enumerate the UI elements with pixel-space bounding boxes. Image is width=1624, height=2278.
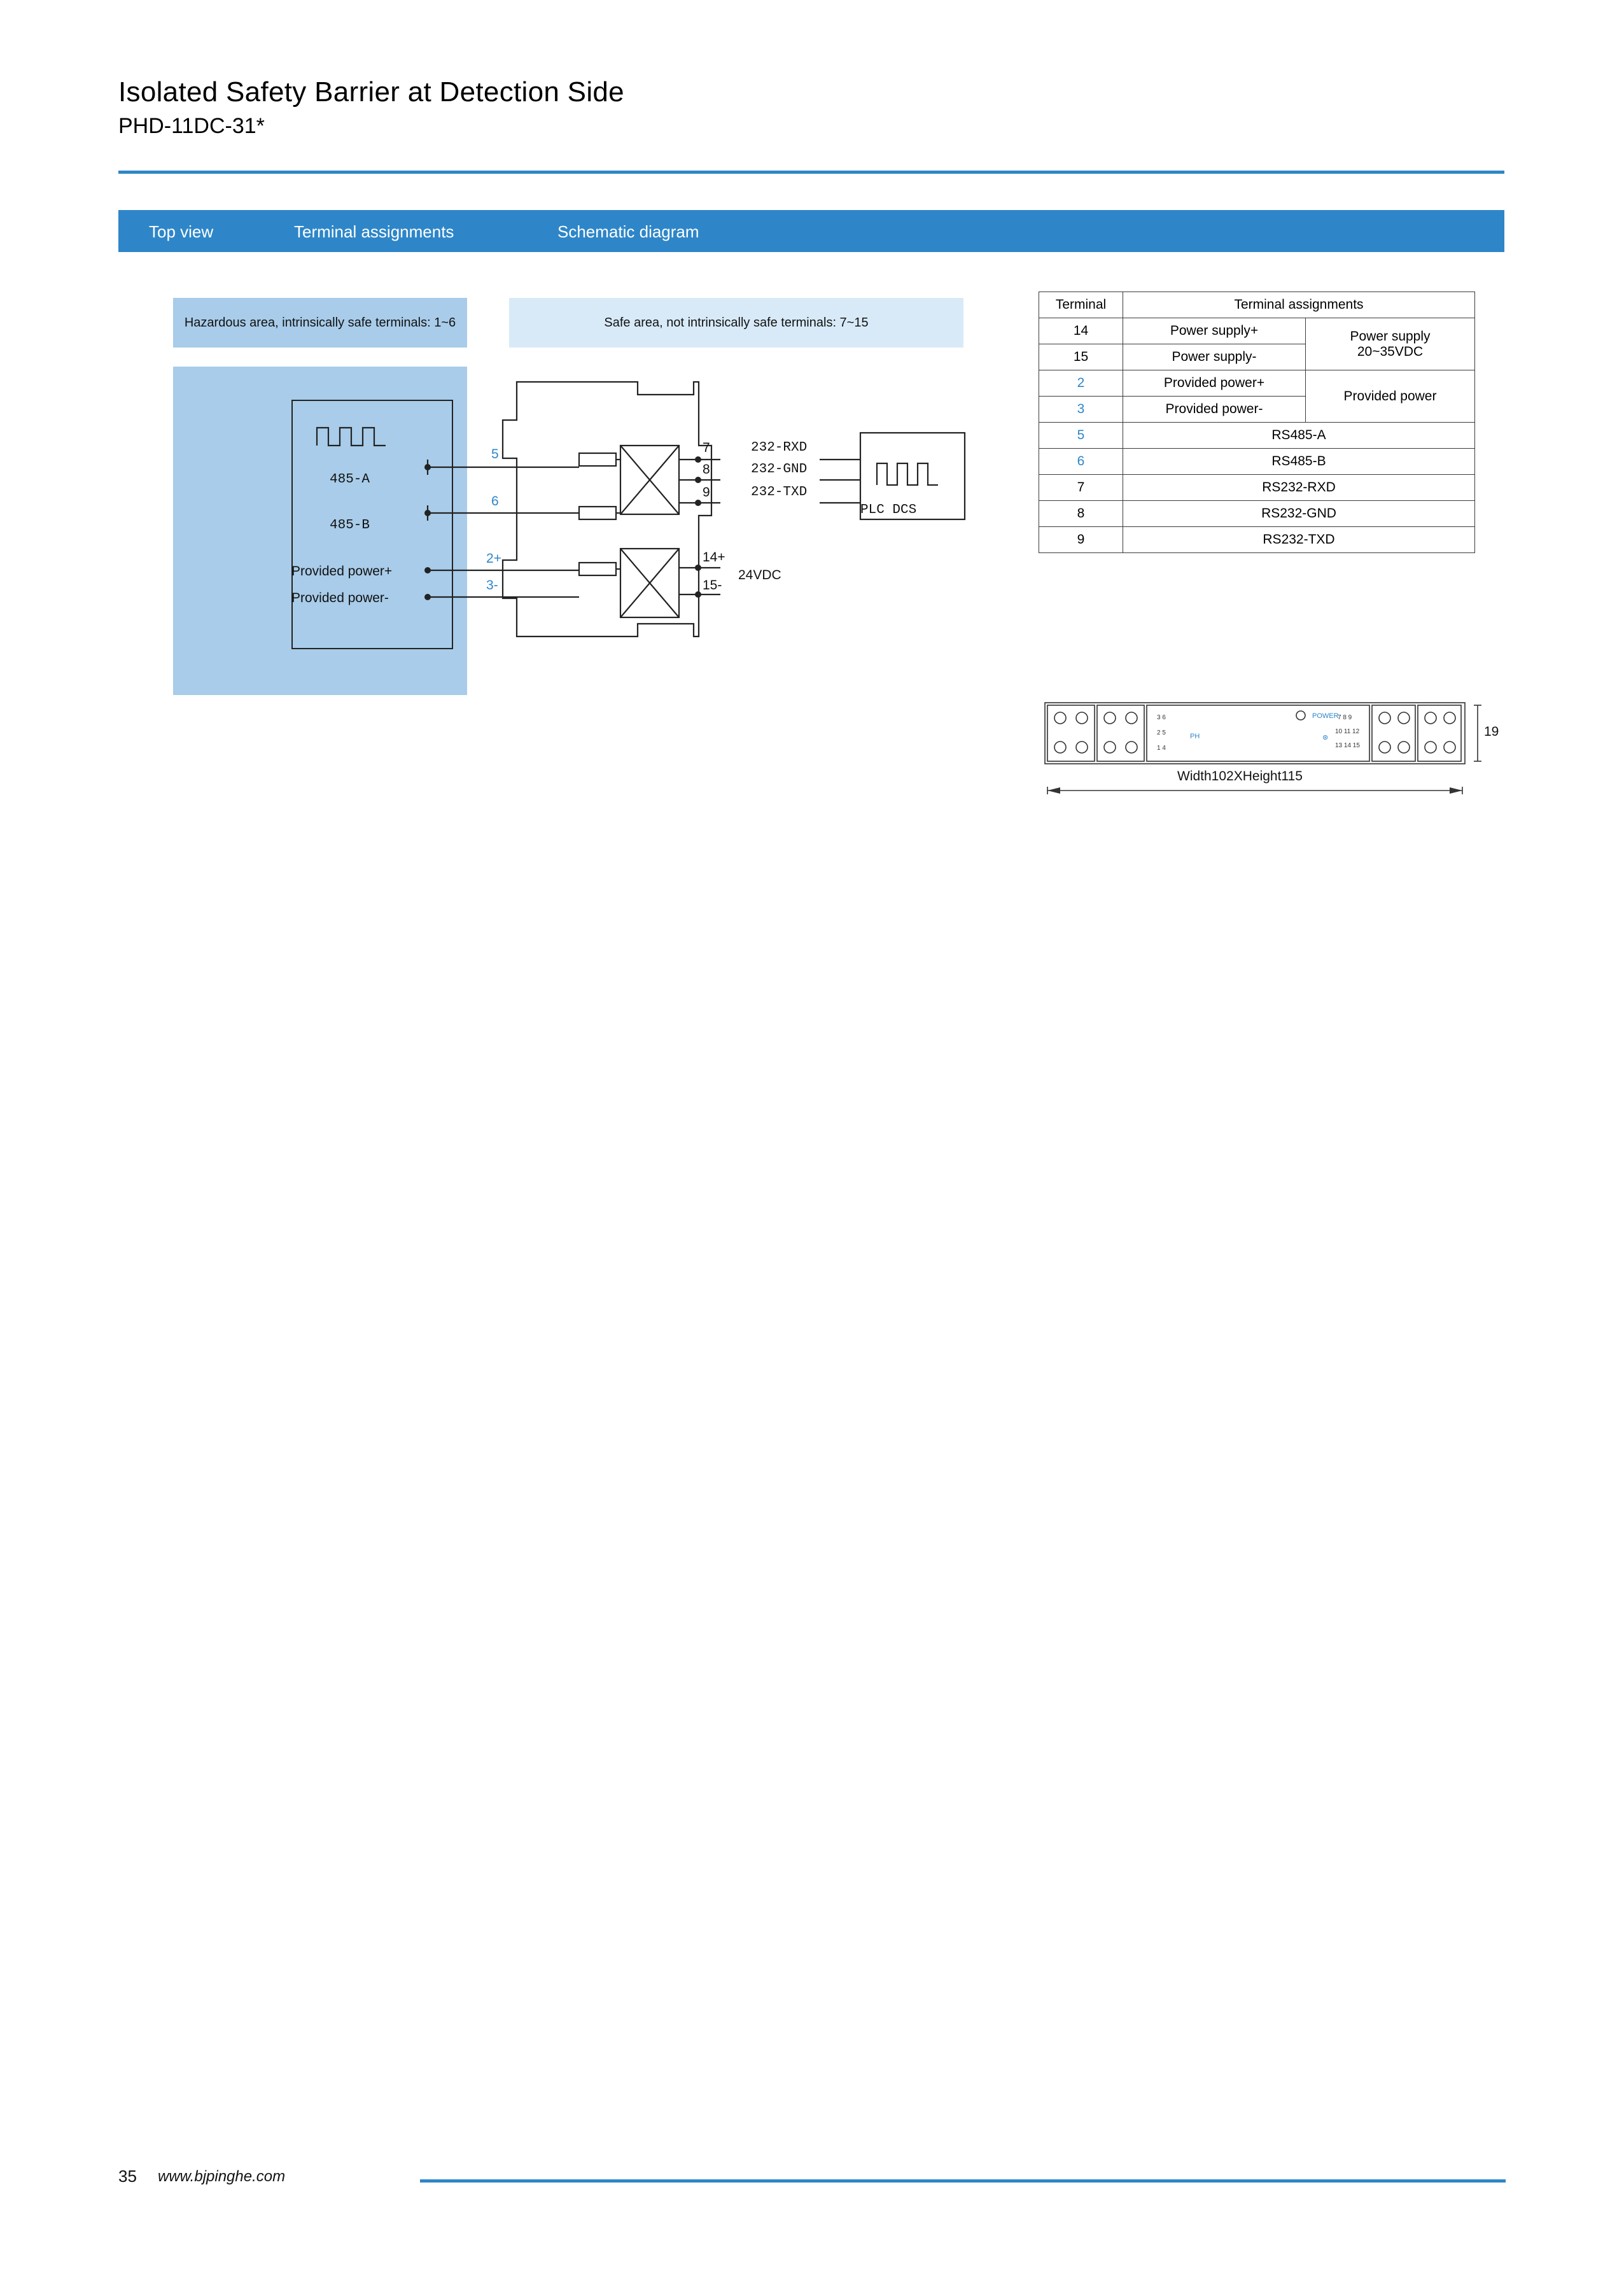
device-nums-mid-left: 2 5 [1157,729,1166,736]
signal-232-rxd: 232-RXD [751,440,808,455]
table-row [1039,423,1475,449]
signal-232-gnd: 232-GND [751,462,808,477]
terminal-6-marker: 6 [491,494,499,509]
page-header [118,76,1506,139]
cell-assignment-9: RS232-TXD [1123,527,1475,553]
tab-top-view[interactable]: Top view [149,222,214,241]
footer-divider [420,2179,1506,2183]
terminal-3-marker: 3- [486,578,498,593]
device-nums-right-bot: 13 14 15 [1335,742,1360,749]
page-subtitle: PHD-11DC-31* [118,113,265,138]
dimension-caption: Width102XHeight115 [1177,769,1303,784]
tab-schematic-diagram[interactable]: Schematic diagram [557,222,699,241]
cell-terminal-15: 15 [1039,344,1123,370]
group-power-supply-line2: 20~35VDC [1357,344,1424,359]
label-485-b: 485-B [330,518,370,533]
table-row [1039,527,1475,553]
table-header-row [1039,292,1475,318]
tab-terminal-assignments[interactable]: Terminal assignments [294,222,454,241]
legend-hazardous-area: Hazardous area, intrinsically safe terminals: 1~6 [173,298,467,348]
label-plc-dcs: PLC DCS [860,503,917,517]
dimension-height-label: 19 [1484,724,1499,739]
cell-assignment-3: Provided power- [1123,397,1306,423]
table-row [1039,370,1475,397]
page-title: Isolated Safety Barrier at Detection Side [118,76,624,108]
device-nums-right-mid: 10 11 12 [1335,728,1360,735]
header-assignments: Terminal assignments [1123,292,1475,318]
terminal-5-marker: 5 [491,447,499,461]
device-power-label: POWER [1312,712,1339,720]
terminal-8-marker: 8 [703,462,710,477]
cell-terminal-6: 6 [1039,449,1123,475]
cell-assignment-7: RS232-RXD [1123,475,1475,501]
cell-terminal-3: 3 [1039,397,1123,423]
footer-url[interactable]: www.bjpinghe.com [158,2168,286,2185]
terminal-15-marker: 15- [703,578,722,593]
field-device-box [291,400,453,649]
label-485-a: 485-A [330,472,370,487]
device-brand-label: PH [1190,733,1200,740]
title-divider [118,171,1504,174]
cell-group-power-supply [1306,318,1475,370]
label-provided-power-minus: Provided power- [291,591,389,605]
cell-terminal-14: 14 [1039,318,1123,344]
cell-assignment-2: Provided power+ [1123,370,1306,397]
group-power-supply-line1: Power supply [1350,328,1431,344]
label-provided-power-plus: Provided power+ [291,564,393,579]
terminal-14-marker: 14+ [703,550,725,565]
terminal-assignments-table [1039,292,1475,553]
device-nums-right-top: 7 8 9 [1338,714,1352,721]
terminal-9-marker: 9 [703,485,710,500]
cell-group-provided-power: Provided power [1306,370,1475,423]
footer-page-number: 35 [118,2167,137,2186]
table-row [1039,475,1475,501]
device-outline-svg [1039,694,1497,821]
header-terminal: Terminal [1039,292,1123,318]
terminal-7-marker: 7 [703,440,710,455]
device-nums-top-left: 3 6 [1157,714,1166,721]
terminal-2-marker: 2+ [486,551,501,566]
cell-assignment-14: Power supply+ [1123,318,1306,344]
cell-assignment-6: RS485-B [1123,449,1475,475]
section-tabbar [118,210,1504,252]
legend-safe-area: Safe area, not intrinsically safe terminals: 7~15 [509,298,963,348]
table-row [1039,449,1475,475]
device-dimension-drawing [1039,694,1497,821]
cell-terminal-2: 2 [1039,370,1123,397]
cell-terminal-8: 8 [1039,501,1123,527]
table-row [1039,318,1475,344]
cell-terminal-7: 7 [1039,475,1123,501]
table-row [1039,501,1475,527]
cell-assignment-15: Power supply- [1123,344,1306,370]
signal-24vdc: 24VDC [738,568,781,582]
cell-assignment-5: RS485-A [1123,423,1475,449]
cell-assignment-8: RS232-GND [1123,501,1475,527]
cell-terminal-9: 9 [1039,527,1123,553]
cell-terminal-5: 5 [1039,423,1123,449]
device-cert-mark: ⊛ [1322,734,1329,742]
device-nums-bot-left: 1 4 [1157,745,1166,752]
signal-232-txd: 232-TXD [751,485,808,500]
